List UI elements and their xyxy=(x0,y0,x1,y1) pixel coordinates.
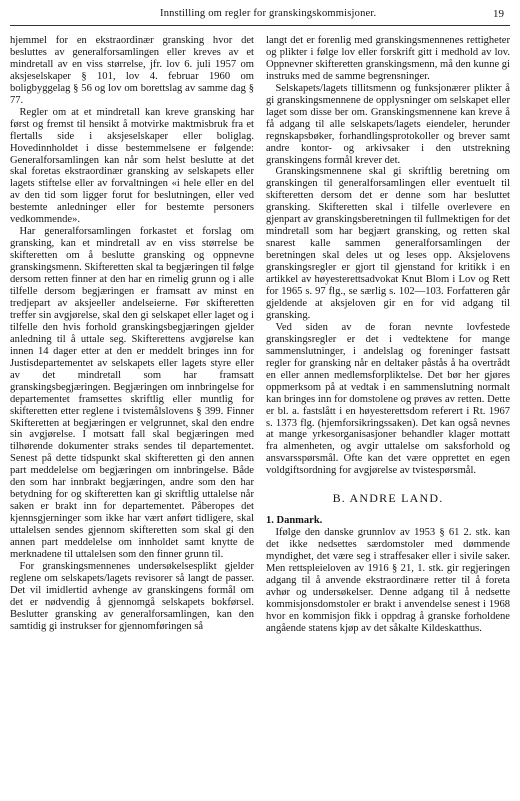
paragraph: Ifølge den danske grunnlov av 1953 § 61 2. stk. kan det ikke nedsettes særdomstoler med dømmende myndighet, det være seg i straffesaker eller i sivile saker. Men rettspleieloven av 1916 § 21, 1. stk. gir regjeringen adgang til å anvende ekstraordinære retter til å foreta avhør og undersøkelser. Denne adgang til å nedsette kommisjonsdomstoler er brakt i anvendelse senest i 1968 hvor en kommisjon fikk i oppdrag å granske forholdene angående statens kjøp av det såkalte Kildeskatthus. xyxy=(266,527,510,634)
left-column xyxy=(10,35,254,633)
paragraph: Har generalforsamlingen forkastet et forslag om gransking, kan et mindretall av en viss størrelse be skifteretten om å beslutte gransking og oppnevne granskingsmenn. Skifteretten skal ta begjæringen til følge dersom retten finner at den har en rimelig grunn og i alle tilfelle dersom begjæringen er framsatt av minst en tredjepart av aksjeeller andelseierne. Før skifteretten treffer sin avgjørelse, skal den gi selskapet eller laget og i tilfelle den hvis forhold granskingsbegjæringen gjelder anledning til å uttale seg. Skifterettens avgjørelse kan innen 14 dager etter at den er meddelt bringes inn for Justisdepartementet av selskapets eller lagets styre eller av det mindretall som har framsatt granskingsbegjæringen. Begjæringen om innbringelse for departementet framsettes skriftlig eller muntlig for skifteretten etter reglene i tvistemålslovens § 399. Finner Skifteretten at begjæringen er velgrunnet, skal den endre sin avgjørelse. I motsatt fall skal begjæringen med tilhørende dokumenter straks sendes til departementet. Senest på dette tidspunkt skal skifteretten gi den annen part meddelelse om begjæringen om innbringelse. Både den som har innbrakt begjæringen, andre som den har betydning for og skifteretten kan gi skriftlig uttalelse når saken er brakt inn for departementet. Påberopes det kjennsgjerninger som ikke har vært anført tidligere, skal uttalelsen sendes gjennom skifteretten som skal gi den annen part meddelelse om innholdet samt knytte de merknadene til uttalelsen som den finner grunn til. xyxy=(10,226,254,560)
paragraph: For granskingsmennenes undersøkelsesplikt gjelder reglene om selskapets/lagets revisorer så langt de passer. Det vil imidlertid avhenge av granskingens formål om det er nødvendig å gjennomgå selskapets bokførsel. Beslutter gransking av generalforsamlingen, kan den samtidig gi instrukser for gjennomføringen så xyxy=(10,560,254,632)
header-title: Innstilling om regler for granskingskommisjoner. xyxy=(160,8,377,19)
paragraph: hjemmel for en ekstraordinær gransking hvor det besluttes av generalforsamlingen eller kreves av et mindretall av en viss størrelse, jfr. lov 6. juli 1957 om aksjeselskaper § 101, lov 4. februar 1960 om boligbyggelag § 56 og lov om borettslag av samme dag § 77. xyxy=(10,35,254,106)
header-rule xyxy=(10,25,510,26)
page-number: 19 xyxy=(493,8,504,20)
paragraph: Regler om at et mindretall kan kreve gransking har først og fremst til hensikt å motvirke maktmisbruk fra et flertalls side i aksjeselskaper eller boliglag. Hovedinnholdet i disse bestemmelsene er følgende: Generalforsamlingen kan når som helst beslutte at det skal foretas ekstraordinær gransking av selskapets eller lagets stiftelse eller av forvaltningen «i hele eller en del av den tid som ligger forut for beslutningen, eller ved bestemte anledninger eller for bestemte personers vedkommende». xyxy=(10,106,254,226)
right-column xyxy=(266,35,510,635)
section-heading: B. ANDRE LAND. xyxy=(332,491,444,506)
subsection-heading: 1. Danmark. xyxy=(266,515,323,527)
paragraph: Selskapets/lagets tillitsmenn og funksjonærer plikter å gi granskingsmennene de opplysninger om selskapet eller laget som disse ber om. Granskingsmennene kan kreve å få adgang til alle selskapets/lagets eiendeler, herunder regnskapsbøker, forhandlingsprotokoller og brever samt andre kontor- og arkivsaker i den utstrekning granskingens formål krever det. xyxy=(266,82,510,166)
running-header xyxy=(0,6,520,24)
paragraph: Granskingsmennene skal gi skriftlig beretning om granskingen til generalforsamlingen eller eventuelt til skifteretten dersom det er denne som har besluttet gransking. Skifteretten skal i tilfelle overlevere en gjenpart av granskingsberetningen til fullmektigen for det mindretall som har begjært gransking, og retten skal snarest kalle sammen generalforsamlingen der beretningen skal deles ut og leses opp. Aksjelovens granskingsregler er gjort til gjenstand for kritikk i en artikkel av høyesterettsadvokat Knut Blom i Lov og Rett for 1965 s. 97 flg., se særlig s. 102—103. Forfatteren går gjeldende at aksjeloven gir en for vid adgang til gransking. xyxy=(266,166,510,321)
paragraph: Ved siden av de foran nevnte lovfestede granskingsregler er det i vedtektene for mange sammenslutninger, i andelslag og foreninger fastsatt regler for gransking når en deltaker påstås å ha overtrådt en eller annen medlemsforpliktelse. Det bør her gjøres oppmerksom på at vedtak i en sammenslutning normalt kan bringes inn for domstolene og prøves av retten. Dette er bl. a. fastslått i en høyesterettsdom referert i Rt. 1967 s. 1373 flg. (hjemforsikringssaken). Det kan også nevnes at mange yrkesorganisasjoner behandler klager mottatt fra almenheten, og avgir uttalelse om saksforhold og ansvarsspørsmål. Ofte kan det være opprettet en egen voldgiftsordning for avgjørelse av tvistespørsmål. xyxy=(266,321,510,477)
paragraph: langt det er forenlig med granskingsmennenes rettigheter og plikter i følge lov eller forskrift gitt i medhold av lov. Oppnevner skifteretten granskingsmenn, må den kunne gi instruks med de samme begrensninger. xyxy=(266,35,510,82)
